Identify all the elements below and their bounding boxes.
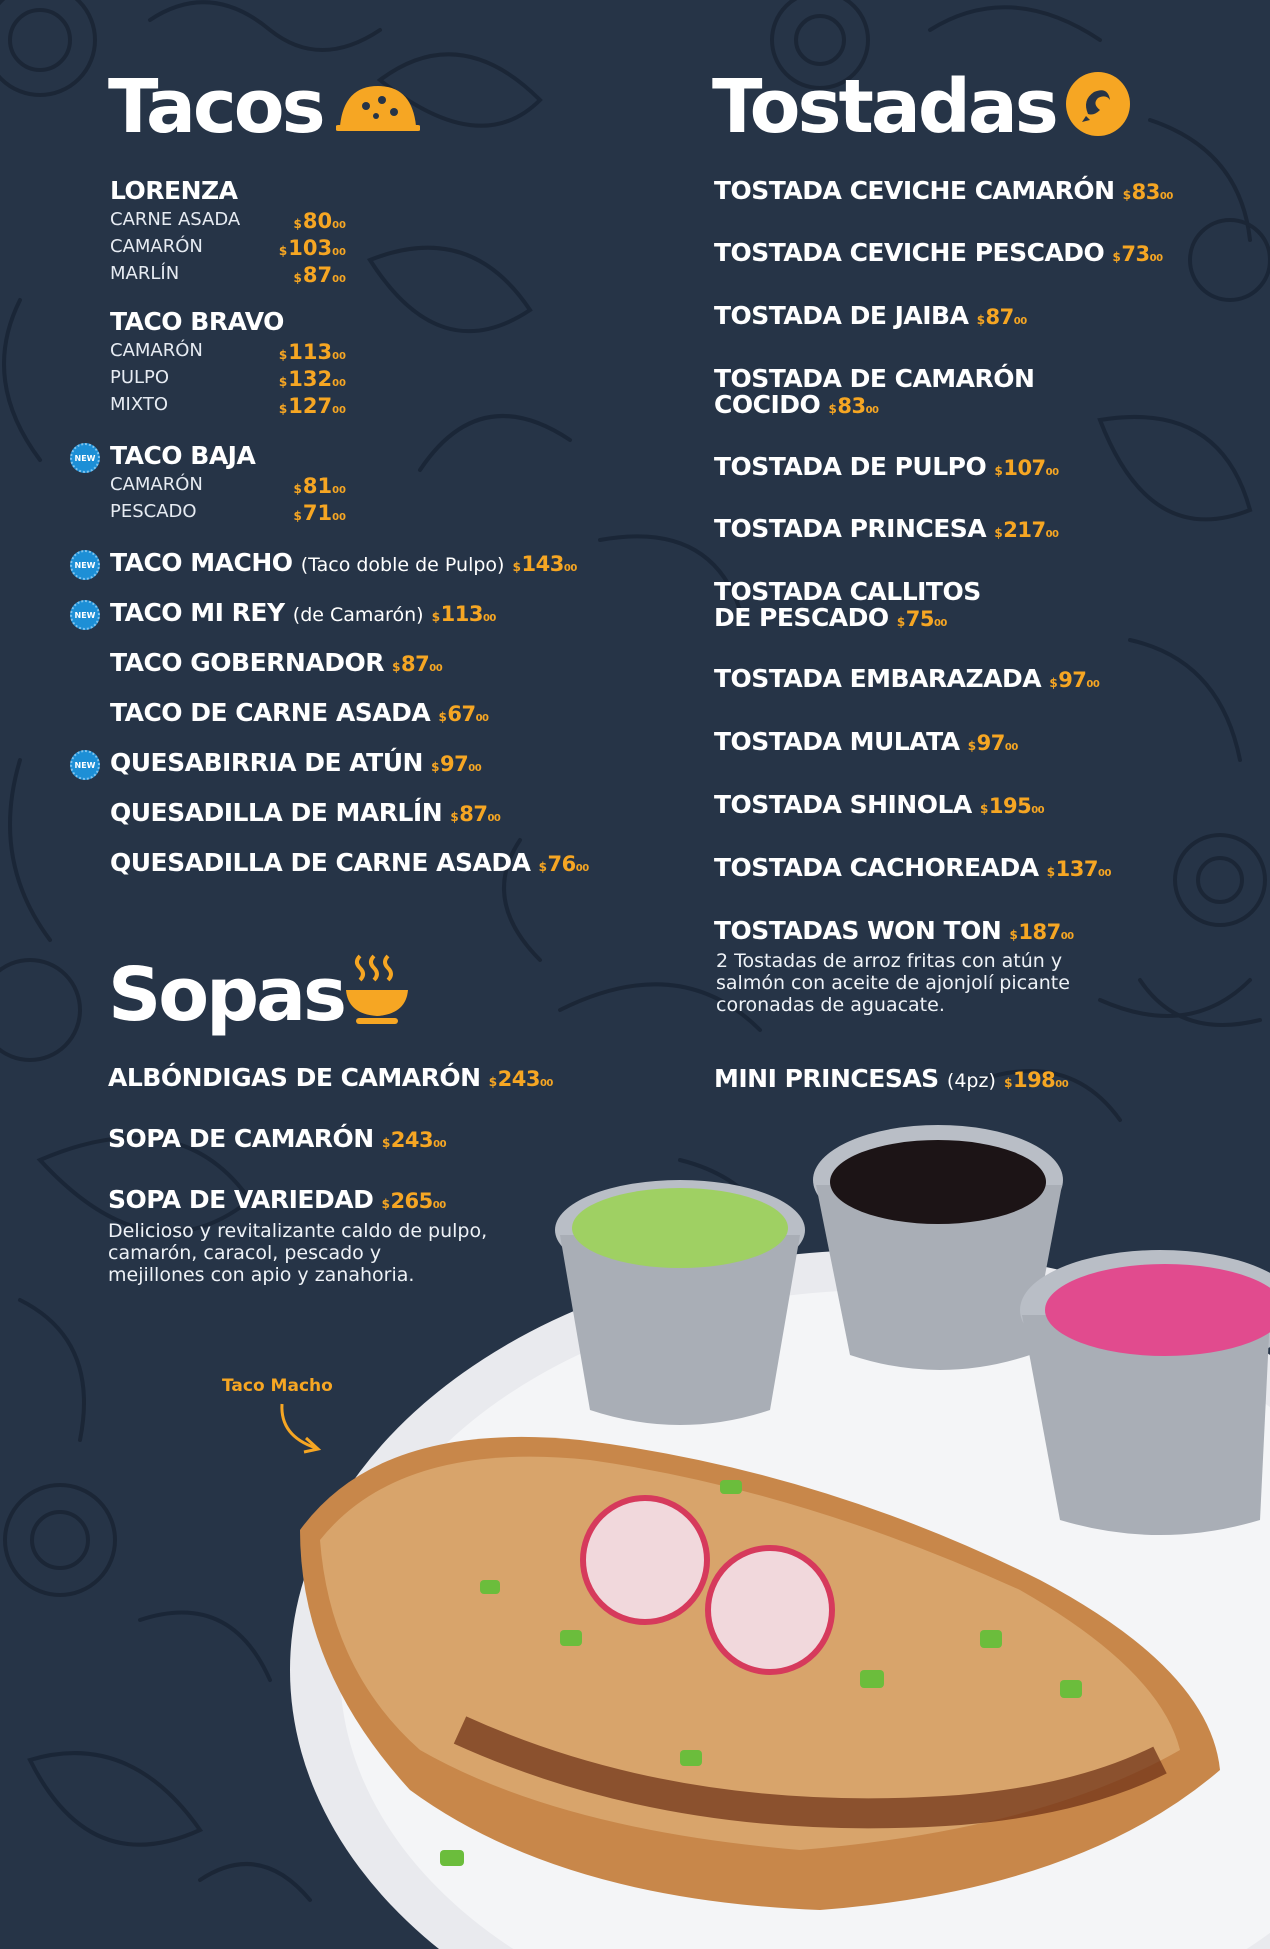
option-label: CARNE ASADA	[110, 209, 241, 230]
taco-icon	[336, 80, 420, 132]
soup-bowl-icon	[342, 952, 412, 1026]
caption-arrow-icon	[276, 1400, 326, 1456]
new-badge-icon: NEW	[70, 550, 100, 580]
item-mini-princesas: MINI PRINCESAS (4pz) $19800	[714, 1064, 1069, 1093]
option-price: $8700	[293, 263, 346, 287]
option-price: $8000	[293, 209, 346, 233]
option-label: MIXTO	[110, 394, 169, 415]
won-ton-description: 2 Tostadas de arroz fritas con atún y salmón con aceite de ajonjolí picante coronadas de aguacate.	[716, 950, 1070, 1017]
item-tostada-mulata: TOSTADA MULATA $9700	[714, 727, 1018, 756]
item-albondigas-camaron: ALBÓNDIGAS DE CAMARÓN $24300	[108, 1063, 553, 1092]
option-label: PULPO	[110, 367, 170, 388]
option-price: $7100	[293, 501, 346, 525]
item-tostada-callitos-pescado: TOSTADA CALLITOS DE PESCADO $7500	[714, 577, 981, 633]
item-taco-baja: TACO BAJA	[110, 441, 256, 470]
tostadas-title: Tostadas	[712, 64, 1056, 150]
photo-caption: Taco Macho	[222, 1376, 333, 1396]
shrimp-badge-icon	[1066, 72, 1130, 136]
item-tostada-camaron-cocido: TOSTADA DE CAMARÓN COCIDO $8300	[714, 364, 1035, 420]
item-lorenza: LORENZA	[110, 176, 238, 205]
item-tostada-pulpo: TOSTADA DE PULPO $10700	[714, 452, 1059, 481]
item-sopa-camaron: SOPA DE CAMARÓN $24300	[108, 1124, 447, 1153]
option-price: $13200	[278, 367, 346, 391]
item-quesabirria-atun: QUESABIRRIA DE ATÚN $9700	[110, 748, 482, 777]
item-quesadilla-carne-asada: QUESADILLA DE CARNE ASADA $7600	[110, 848, 589, 877]
taco-macho-plate-photo	[260, 1110, 1270, 1949]
option-price: $11300	[278, 340, 346, 364]
option-price: $12700	[278, 394, 346, 418]
tacos-title: Tacos	[108, 64, 323, 150]
item-taco-carne-asada: TACO DE CARNE ASADA $6700	[110, 698, 489, 727]
sopa-variedad-description: Delicioso y revitalizante caldo de pulpo, camarón, caracol, pescado y mejillones con apio y zanahoria.	[108, 1220, 488, 1287]
option-label: PESCADO	[110, 501, 197, 522]
new-badge-icon: NEW	[70, 750, 100, 780]
item-tostadas-won-ton: TOSTADAS WON TON $18700	[714, 916, 1074, 945]
item-tostada-jaiba: TOSTADA DE JAIBA $8700	[714, 301, 1027, 330]
option-label: CAMARÓN	[110, 340, 203, 361]
option-label: CAMARÓN	[110, 236, 203, 257]
item-tostada-embarazada: TOSTADA EMBARAZADA $9700	[714, 664, 1100, 693]
item-taco-gobernador: TACO GOBERNADOR $8700	[110, 648, 443, 677]
item-tostada-ceviche-camaron: TOSTADA CEVICHE CAMARÓN $8300	[714, 176, 1173, 205]
sopas-title: Sopas	[108, 952, 345, 1038]
item-tostada-shinola: TOSTADA SHINOLA $19500	[714, 790, 1045, 819]
option-price: $8100	[293, 474, 346, 498]
item-sopa-variedad: SOPA DE VARIEDAD $26500	[108, 1185, 446, 1214]
option-label: CAMARÓN	[110, 474, 203, 495]
item-taco-mi-rey: TACO MI REY (de Camarón) $11300	[110, 598, 496, 627]
new-badge-icon: NEW	[70, 600, 100, 630]
item-quesadilla-marlin: QUESADILLA DE MARLÍN $8700	[110, 798, 501, 827]
item-tostada-cachoreada: TOSTADA CACHOREADA $13700	[714, 853, 1111, 882]
item-taco-bravo: TACO BRAVO	[110, 307, 284, 336]
item-tostada-princesa: TOSTADA PRINCESA $21700	[714, 514, 1059, 543]
option-price: $10300	[278, 236, 346, 260]
new-badge-icon: NEW	[70, 443, 100, 473]
option-label: MARLÍN	[110, 263, 180, 284]
item-tostada-ceviche-pescado: TOSTADA CEVICHE PESCADO $7300	[714, 238, 1163, 267]
item-taco-macho: TACO MACHO (Taco doble de Pulpo) $14300	[110, 548, 577, 577]
